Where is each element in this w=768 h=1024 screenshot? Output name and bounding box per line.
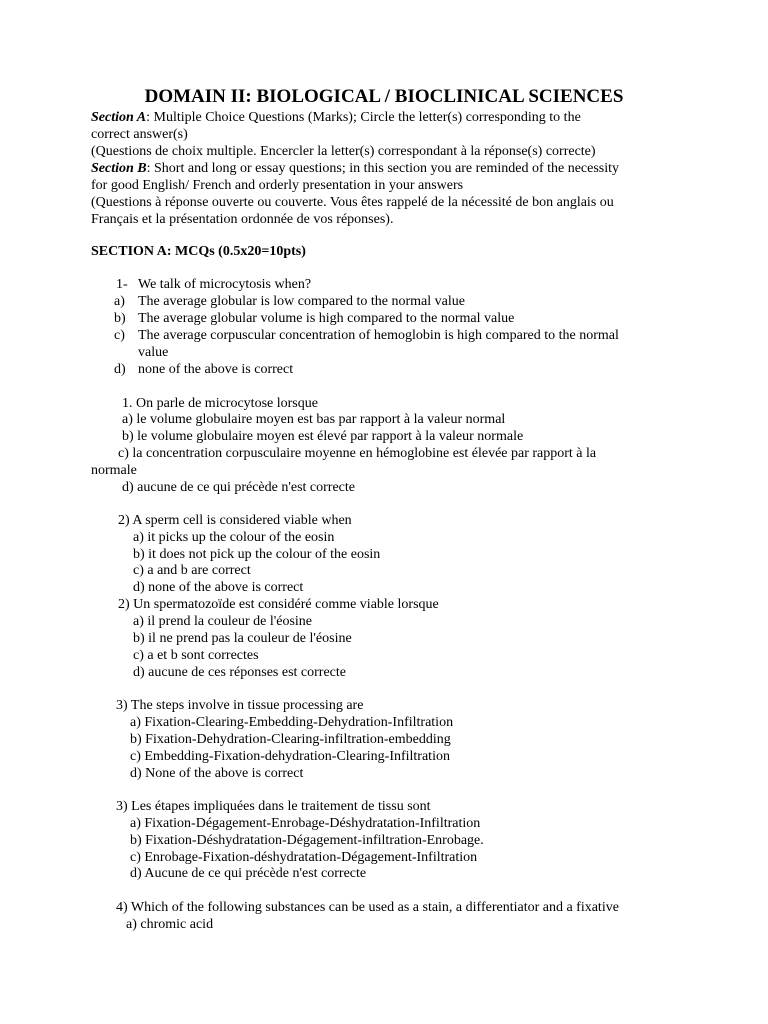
option-label: a): [114, 294, 125, 309]
option-text: b) it does not pick up the colour of the eosin: [133, 547, 381, 562]
option-text-cont: normale: [91, 463, 137, 478]
option-label: c): [114, 328, 125, 343]
option-text: a) il prend la couleur de l'éosine: [133, 614, 313, 629]
question-text: 3) Les étapes impliquées dans le traitement de tissu sont: [116, 799, 431, 814]
question-text: 4) Which of the following substances can be used as a stain, a differentiator and a fixative: [116, 900, 619, 915]
section-b-instruction: [91, 160, 691, 177]
option-label: b): [114, 311, 126, 326]
option-text: c) Embedding-Fixation-dehydration-Clearing-Infiltration: [130, 749, 450, 764]
option-text: a) it picks up the colour of the eosin: [133, 530, 335, 545]
option-text: d) aucune de ce qui précède n'est correcte: [122, 480, 355, 495]
option-text: c) a et b sont correctes: [133, 648, 259, 663]
option-text: d) None of the above is correct: [130, 766, 304, 781]
section-a-instruction: [91, 109, 691, 126]
option-text: b) Fixation-Dehydration-Clearing-infiltration-embedding: [130, 732, 451, 747]
option-text: d) aucune de ces réponses est correcte: [133, 665, 347, 680]
section-a-text: : Multiple Choice Questions (Marks); Circle the letter(s) corresponding to the: [146, 110, 581, 125]
section-b-french-1: (Questions à réponse ouverte ou couverte. Vous êtes rappelé de la nécessité de bon anglais ou: [91, 195, 614, 210]
option-text: c) Enrobage-Fixation-déshydratation-Dégagement-Infiltration: [130, 850, 478, 865]
option-text: b) il ne prend pas la couleur de l'éosine: [133, 631, 352, 646]
question-number: 1-: [116, 277, 128, 292]
question-text: 3) The steps involve in tissue processing are: [116, 698, 364, 713]
option-text: d) Aucune de ce qui précède n'est correcte: [130, 866, 367, 881]
option-text: d) none of the above is correct: [133, 580, 304, 595]
option-text: The average globular is low compared to the normal value: [138, 294, 465, 309]
instructions: [91, 109, 691, 228]
question-text: We talk of microcytosis when?: [138, 277, 312, 292]
page-title: DOMAIN II: BIOLOGICAL / BIOCLINICAL SCIENCES: [144, 86, 624, 107]
question-text: 1. On parle de microcytose lorsque: [122, 396, 318, 411]
section-b-french-2: Français et la présentation ordonnée de vos réponses).: [91, 212, 394, 227]
option-text-cont: value: [138, 345, 169, 360]
option-text: a) Fixation-Clearing-Embedding-Dehydration-Infiltration: [130, 715, 454, 730]
option-text: a) chromic acid: [126, 917, 214, 932]
option-text: a) le volume globulaire moyen est bas par rapport à la valeur normal: [122, 412, 506, 427]
section-b-text: : Short and long or essay questions; in this section you are reminded of the necessity: [146, 161, 620, 176]
section-a-label: Section A: [91, 110, 147, 125]
option-text: c) la concentration corpusculaire moyenne en hémoglobine est élevée par rapport à la: [118, 446, 597, 461]
section-a-text-cont: correct answer(s): [91, 127, 188, 142]
option-text: none of the above is correct: [138, 362, 294, 377]
section-b-label: Section B: [91, 161, 147, 176]
option-text: b) le volume globulaire moyen est élevé par rapport à la valeur normale: [122, 429, 524, 444]
question-text: 2) A sperm cell is considered viable when: [118, 513, 352, 528]
option-text: c) a and b are correct: [133, 563, 251, 578]
section-a-french: (Questions de choix multiple. Encercler la letter(s) correspondant à la réponse(s) correcte): [91, 144, 596, 159]
option-text: The average corpuscular concentration of hemoglobin is high compared to the normal: [138, 328, 619, 343]
section-b-text-cont: for good English/ French and orderly presentation in your answers: [91, 178, 464, 193]
option-text: b) Fixation-Déshydratation-Dégagement-infiltration-Enrobage.: [130, 833, 484, 848]
option-text: a) Fixation-Dégagement-Enrobage-Déshydratation-Infiltration: [130, 816, 481, 831]
option-text: The average globular volume is high compared to the normal value: [138, 311, 515, 326]
question-text: 2) Un spermatozoïde est considéré comme viable lorsque: [118, 597, 439, 612]
section-a-heading: SECTION A: MCQs (0.5x20=10pts): [91, 244, 306, 259]
option-label: d): [114, 362, 126, 377]
